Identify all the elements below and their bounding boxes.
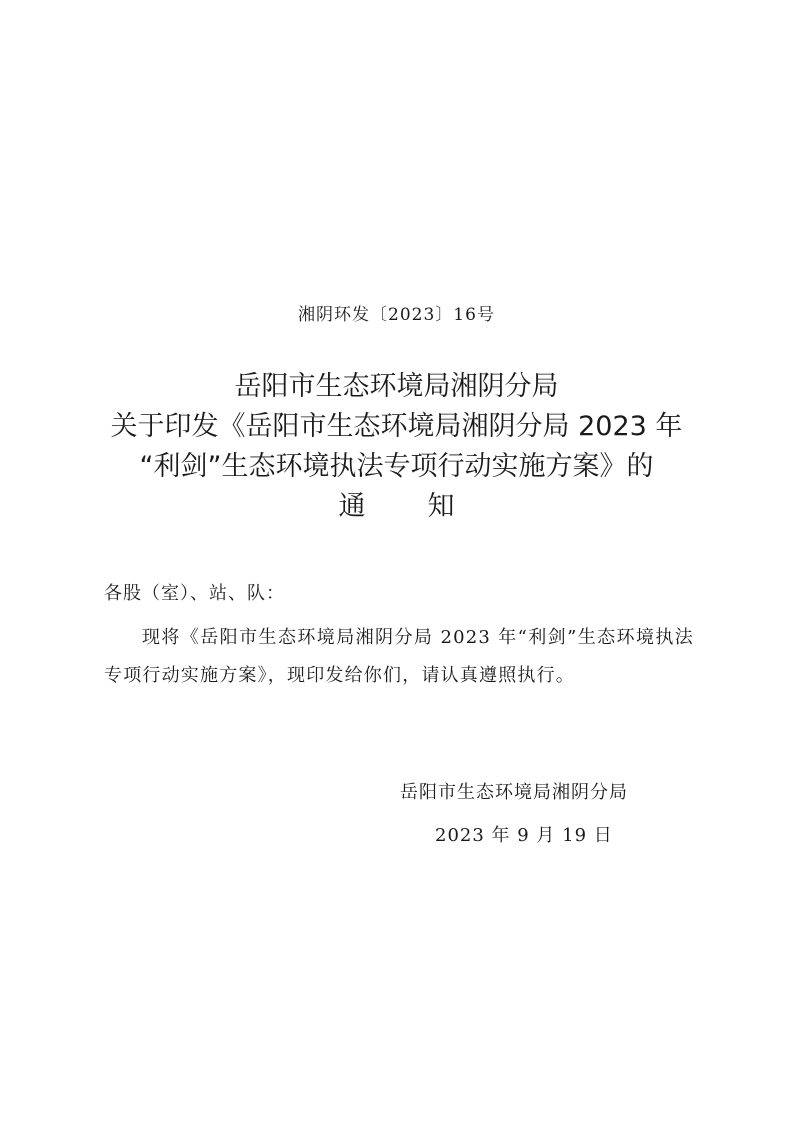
title-notice-right: 知 — [427, 491, 455, 522]
document-title — [0, 367, 793, 527]
document-number: 湘阴环发〔2023〕16号 — [298, 305, 495, 325]
title-line-3: “利剑”生态环境执法专项行动实施方案》的 — [139, 451, 654, 482]
title-line-notice — [0, 487, 793, 527]
body-paragraph: 现将《岳阳市生态环境局湘阴分局 2023 年“利剑”生态环境执法专项行动实施方案》，现印发给你们，请认真遵照执行。 — [104, 627, 694, 686]
signer: 岳阳市生态环境局湘阴分局 — [400, 782, 628, 803]
title-line-1: 岳阳市生态环境局湘阴分局 — [234, 371, 559, 402]
issue-date: 2023 年 9 月 19 日 — [435, 825, 613, 846]
title-notice-left: 通 — [338, 491, 366, 522]
salutation: 各股（室）、站、队： — [104, 583, 285, 604]
title-line-2: 关于印发《岳阳市生态环境局湘阴分局 2023 年 — [110, 411, 683, 442]
